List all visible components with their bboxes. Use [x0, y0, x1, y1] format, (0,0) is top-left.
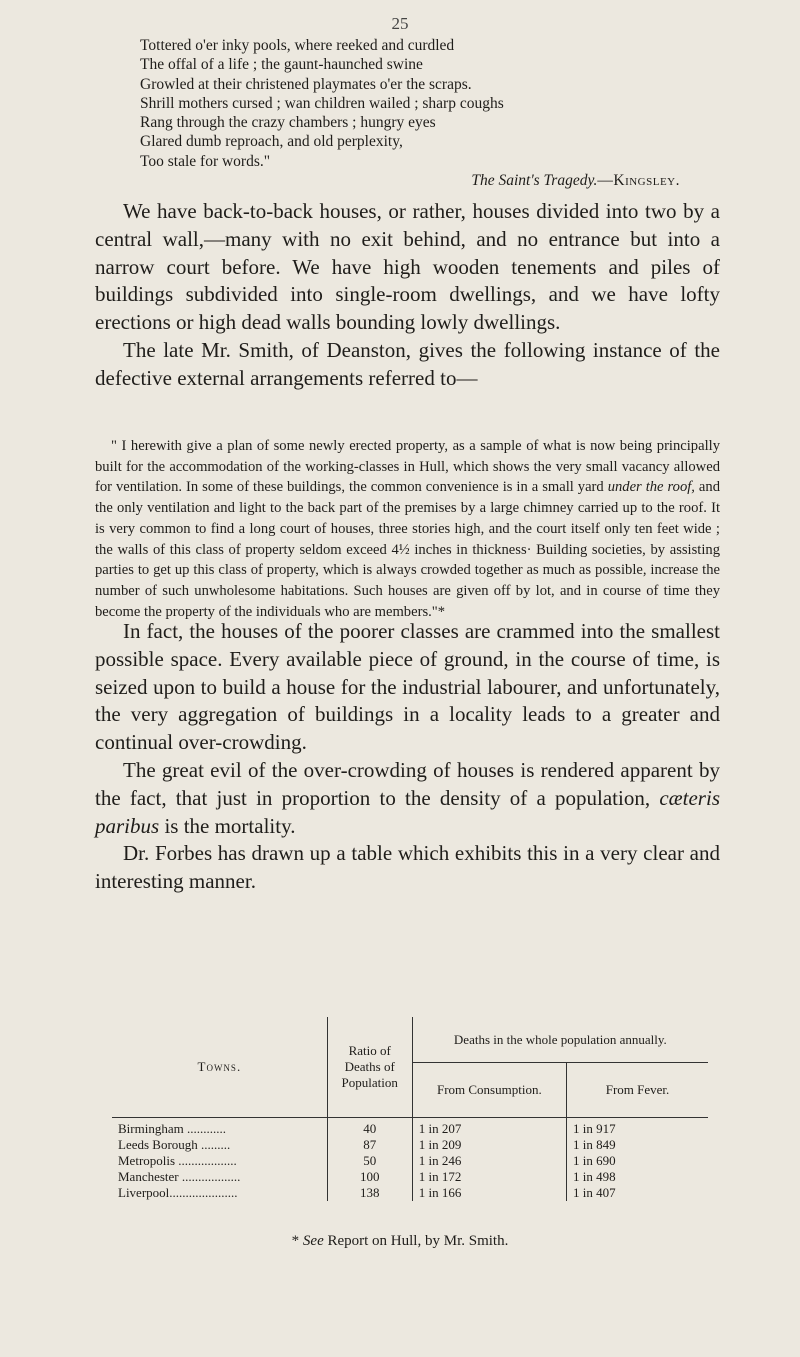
town-cell: Manchester ..................	[112, 1169, 327, 1185]
consumption-cell: 1 in 207	[412, 1118, 566, 1138]
ratio-cell: 138	[327, 1185, 412, 1201]
consumption-cell: 1 in 166	[412, 1185, 566, 1201]
epigraph-author: —Kingsley.	[597, 172, 680, 190]
paragraph-text: is the mortality.	[159, 813, 296, 838]
latin-phrase: cæteris paribus	[95, 785, 720, 838]
epigraph-line: Rang through the crazy chambers ; hungry eyes	[140, 114, 436, 132]
paragraph: We have back-to-back houses, or rather, houses divided into two by a central wall,—many with no exit behind, and no entrance but into a narrow court before. We have high wooden tenements and piles of buildings subdivided into single-room dwellings, and we have lofty erections or high dead walls bounding lowly dwellings.	[95, 199, 720, 335]
page-number: 25	[391, 14, 409, 33]
town-cell: Birmingham ............	[112, 1118, 327, 1138]
quote-text: " I herewith give a plan of some newly erected property, as a sample of what is now being principally built for the accommodation of the working-classes in Hull, which shows the very small vacancy allowed for ventilation. In some of these buildings, the common convenience is in a small yard	[95, 438, 720, 496]
table-row	[112, 1185, 708, 1201]
epigraph	[140, 36, 740, 190]
mortality-table	[112, 1017, 708, 1201]
footnote-see: See	[302, 1233, 324, 1249]
paragraph-block-2	[95, 618, 720, 896]
ratio-cell: 50	[327, 1153, 412, 1169]
quote-text: and the only ventilation and light to the back part of the premises by a large chimney carried up to the roof. It is very common to find a long court of houses, three stories high, and the court itself only ten feet wide ; the walls of this class of property seldom exceed 4½ inches in thickness· Building societies, by assisting parties to get up this class of property, which is always crowded together as much as possible, increase the number of such unwholesome habitations. Such houses are given off by lot, and in course of time they become the property of the individuals who are members."*	[95, 479, 720, 620]
town-cell: Leeds Borough .........	[112, 1137, 327, 1153]
ratio-cell: 100	[327, 1169, 412, 1185]
footnote-text: Report on Hull, by Mr. Smith.	[323, 1233, 509, 1249]
paragraph-block-1	[95, 198, 720, 393]
epigraph-work: The Saint's Tragedy.	[471, 172, 598, 190]
fever-cell: 1 in 407	[573, 1185, 616, 1200]
table-row	[112, 1169, 708, 1185]
quote-emphasis: under the roof,	[607, 479, 695, 496]
header-towns: Towns.	[112, 1017, 327, 1118]
town-cell: Metropolis ..................	[112, 1153, 327, 1169]
consumption-cell: 1 in 209	[412, 1137, 566, 1153]
paragraph: Dr. Forbes has drawn up a table which exhibits this in a very clear and interesting manner.	[95, 841, 720, 894]
fever-cell: 1 in 690	[573, 1153, 616, 1168]
paragraph: The late Mr. Smith, of Deanston, gives the following instance of the defective external arrangements referred to—	[95, 337, 720, 390]
block-quote	[95, 436, 720, 622]
consumption-cell: 1 in 246	[412, 1153, 566, 1169]
table-row	[112, 1153, 708, 1169]
fever-cell: 1 in 849	[573, 1137, 616, 1152]
ratio-cell: 87	[327, 1137, 412, 1153]
header-whole-population: Deaths in the whole population annually.	[412, 1017, 708, 1063]
header-ratio: Ratio of Deaths of Population	[327, 1017, 412, 1118]
fever-cell: 1 in 498	[573, 1169, 616, 1184]
paragraph: In fact, the houses of the poorer classes are crammed into the smallest possible space. Every available piece of ground, in the course of time, is seized upon to build a house for the industrial labourer, and unfortunately, the very aggregation of buildings in a locality leads to a greater and continual over-crowding.	[95, 619, 720, 755]
footnote	[0, 1233, 800, 1250]
epigraph-line: Growled at their christened playmates o'er the scraps.	[140, 75, 472, 93]
paragraph	[95, 757, 720, 840]
header-fever: From Fever.	[605, 1082, 670, 1097]
table-row	[112, 1137, 708, 1153]
epigraph-attribution	[140, 171, 740, 190]
footnote-marker: *	[291, 1233, 303, 1249]
table-row	[112, 1118, 708, 1138]
epigraph-line: Shrill mothers cursed ; wan children wailed ; sharp coughs	[140, 94, 504, 112]
paragraph-text: The great evil of the over-crowding of houses is rendered apparent by the fact, that just in proportion to the density of a population,	[95, 757, 720, 810]
epigraph-line: Too stale for words."	[140, 152, 271, 170]
fever-cell: 1 in 917	[567, 1118, 709, 1138]
epigraph-line: Glared dumb reproach, and old perplexity,	[140, 133, 403, 151]
town-cell: Liverpool.....................	[112, 1185, 327, 1201]
consumption-cell: 1 in 172	[412, 1169, 566, 1185]
ratio-cell: 40	[327, 1118, 412, 1138]
epigraph-line: The offal of a life ; the gaunt-haunched swine	[140, 56, 423, 74]
header-consumption: From Consumption.	[412, 1063, 566, 1118]
epigraph-line: Tottered o'er inky pools, where reeked and curdled	[140, 37, 455, 54]
